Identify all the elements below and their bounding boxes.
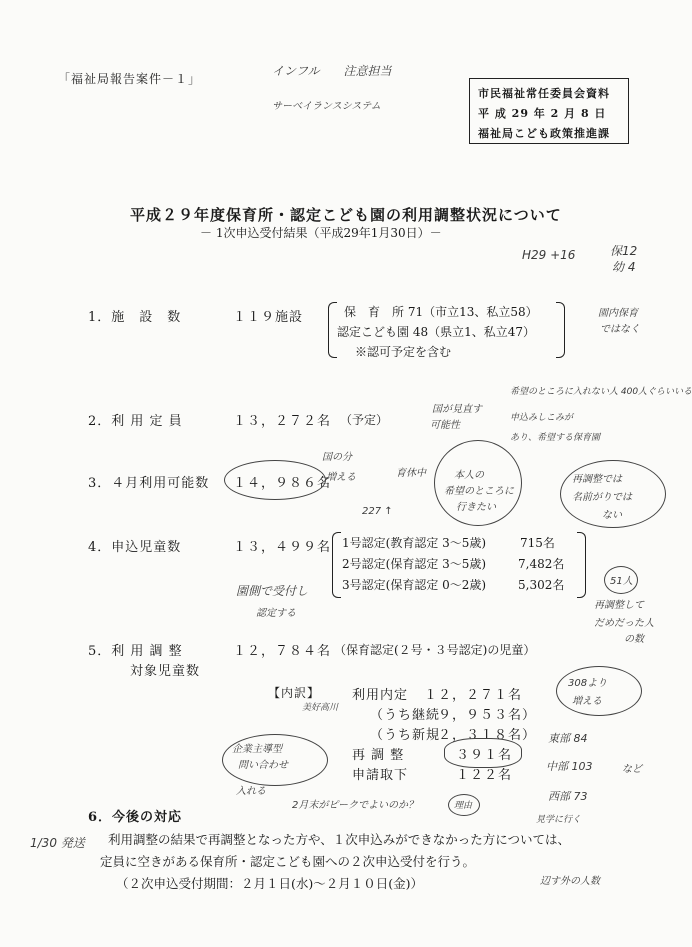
handwritten-note: 育休中 (396, 468, 426, 479)
facilities-nursery: 保 育 所 71（市立13、私立58） (344, 305, 538, 319)
handwritten-note: あり、希望する保育園 (510, 433, 601, 443)
applicant-row-3-name: 3号認定(保育認定 0～2歳) (342, 578, 487, 592)
applicants-left-brace (332, 532, 341, 598)
section-adjust-label: 5．利 用 調 整 (88, 644, 183, 659)
handwritten-note: 希望のところに入れない人 400人ぐらいいる (510, 387, 692, 397)
handwritten-note: の数 (624, 634, 644, 645)
handwritten-note: 再調整では (572, 474, 622, 485)
future-text-3: （２次申込受付期間：２月１日(水)～２月１０日(金)） (116, 876, 424, 891)
applicant-row-2-count: 7,482名 (518, 557, 565, 571)
handwritten-note: 再調整して (594, 600, 644, 611)
section-adjust-value: １２，７８４名 (233, 644, 332, 659)
applicant-row-1-count: 715名 (520, 536, 555, 550)
section-capacity-value: １３，２７２名 (233, 414, 332, 429)
handwritten-note: 増える (572, 696, 602, 707)
handwritten-note: 企業主導型 (232, 744, 282, 755)
breakdown-row-5-count: １２２名 (456, 768, 513, 783)
handwritten-note: 308より (568, 678, 608, 689)
handwritten-note: 申込みしこみが (510, 413, 574, 423)
section-adjust-label-2: 対象児童数 (130, 664, 201, 679)
breakdown-row-1-name: 利用内定 (352, 688, 409, 703)
facilities-right-brace (556, 302, 565, 358)
page-title: 平成２９年度保育所・認定こども園の利用調整状況について (130, 206, 562, 224)
future-text-1: 利用調整の結果で再調整となった方や、１次申込みができなかった方については、 (108, 832, 571, 847)
handwritten-note: 51人 (610, 576, 633, 587)
handwritten-note: 見学に行く (536, 815, 582, 825)
breakdown-row-2-name: （うち継続 (370, 708, 441, 723)
header-committee: 市民福祉常任委員会資料 (478, 87, 610, 100)
april-value-circle (224, 460, 326, 500)
facilities-left-brace (328, 302, 337, 358)
handwritten-note: 認定する (256, 608, 296, 619)
section-capacity-label: 2．利 用 定 員 (88, 414, 183, 429)
handwritten-note: 東部 84 (548, 732, 588, 745)
report-label: 「福祉局報告案件－１」 (58, 72, 202, 86)
handwritten-note: 辺す外の人数 (540, 876, 600, 887)
handwritten-note: 行きたい (456, 502, 496, 513)
facilities-kodomoen: 認定こども園 48（県立1、私立47） (337, 325, 535, 339)
handwritten-note: 保12 (610, 244, 638, 258)
section-adjust-note: （保育認定(２号・３号認定)の児童） (334, 643, 536, 657)
header-date: 平 成 29 年 2 月 8 日 (478, 107, 607, 120)
section-april-label: 3．４月利用可能数 (88, 476, 210, 491)
handwritten-note: 希望のところに (444, 486, 514, 497)
handwritten-note: 問い合わせ (238, 760, 288, 771)
facilities-note: ※認可予定を含む (355, 345, 452, 359)
applicant-row-3-count: 5,302名 (518, 578, 565, 592)
applicant-row-2-name: 2号認定(保育認定 3～5歳) (342, 557, 487, 571)
handwritten-note: 227 ↑ (362, 506, 393, 517)
handwritten-note: 西部 73 (548, 790, 588, 803)
section-applicants-value: １３，４９９名 (233, 540, 332, 555)
applicants-right-brace (577, 532, 586, 598)
handwritten-note: インフル 注意担当 (272, 64, 392, 78)
handwritten-note: 可能性 (430, 420, 460, 431)
handwritten-note: 美好高川 (302, 703, 339, 713)
breakdown-row-3-name: （うち新規 (370, 728, 441, 743)
handwritten-note: 園内保育 (598, 308, 638, 319)
handwritten-note: ではなく (600, 324, 640, 335)
handwritten-note: 名前がりでは (572, 492, 632, 503)
breakdown-row-5-name: 申請取下 (352, 768, 409, 783)
handwritten-note: 本人の (454, 470, 484, 481)
handwritten-note: ない (602, 510, 622, 521)
breakdown-row-4-count: ３９１名 (456, 748, 513, 763)
header-department: 福祉局こども政策推進課 (478, 127, 610, 140)
section-facilities-label: 1．施 設 数 (88, 310, 182, 325)
section-april-value: １４，９８６名 (233, 476, 332, 491)
handwritten-note: 入れる (236, 786, 266, 797)
breakdown-row-3-count: ２，３１８名） (438, 728, 537, 743)
handwritten-note: 園側で受付し (236, 584, 309, 598)
section-capacity-note: （予定） (340, 413, 389, 427)
section-applicants-label: 4．申込児童数 (88, 540, 182, 555)
handwritten-note: 増える (326, 472, 356, 483)
handwritten-note: 理由 (454, 801, 473, 811)
breakdown-title: 【内訳】 (268, 686, 321, 700)
header-box (469, 78, 629, 144)
handwritten-note: など (622, 764, 642, 775)
section-future-label: 6．今後の対応 (88, 810, 183, 825)
handwritten-note: 1/30 発送 (30, 836, 85, 850)
handwritten-note: 中部 103 (546, 760, 593, 773)
handwritten-note: 国が見直す (432, 404, 482, 415)
handwritten-note: だめだった人 (594, 618, 654, 629)
section-facilities-value: １１９施設 (233, 310, 304, 325)
applicant-row-1-name: 1号認定(教育認定 3～5歳) (342, 536, 487, 550)
handwritten-note: 幼 4 (612, 260, 636, 274)
handwritten-note: H29 +16 (522, 248, 576, 262)
breakdown-row-1-count: １２，２７１名 (424, 688, 523, 703)
future-text-2: 定員に空きがある保育所・認定こども園への２次申込受付を行う。 (100, 854, 476, 869)
breakdown-row-4-name: 再 調 整 (352, 748, 405, 763)
page-subtitle: － 1次申込受付結果（平成29年1月30日）－ (200, 226, 442, 240)
handwritten-note: 2月末がピークでよいのか？ (292, 800, 418, 811)
handwritten-note: サーベイランスシステム (272, 101, 381, 112)
handwritten-note: 国の分 (322, 452, 352, 463)
breakdown-row-2-count: ９，９５３名） (438, 708, 537, 723)
